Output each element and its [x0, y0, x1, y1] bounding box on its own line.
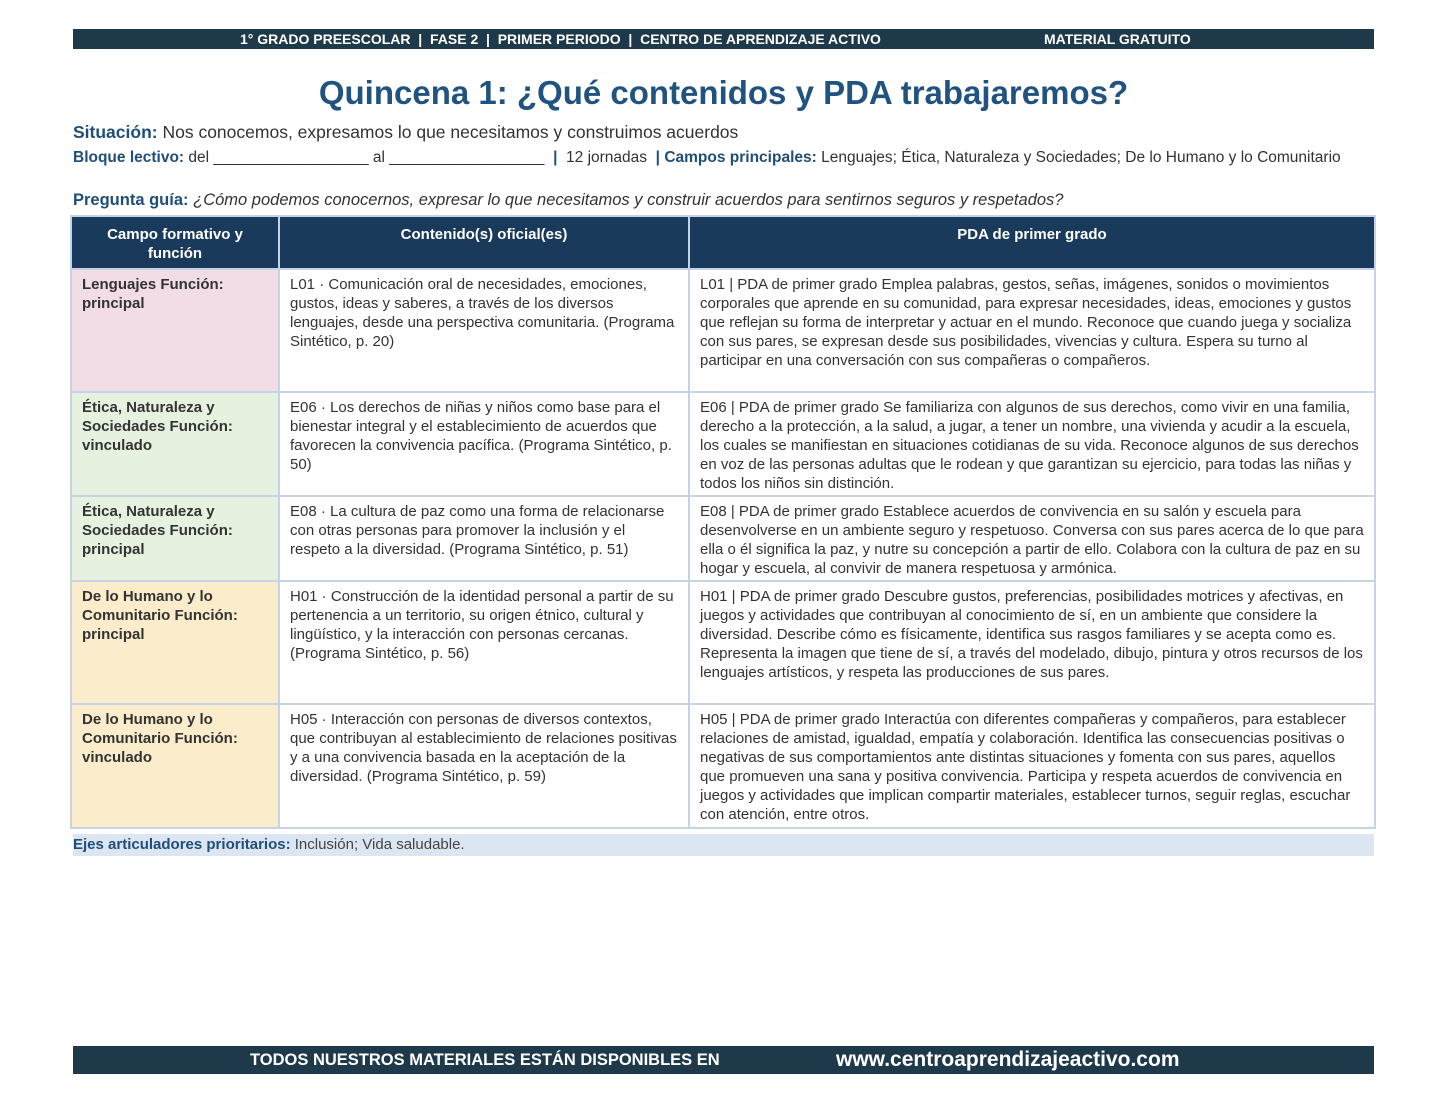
campo-cell: Ética, Naturaleza y Sociedades Función: principal	[71, 496, 279, 581]
campos-text: Lenguajes; Ética, Naturaleza y Sociedades; De lo Humano y lo Comunitario	[821, 149, 1341, 166]
page-title: Quincena 1: ¿Qué contenidos y PDA trabajaremos?	[318, 74, 1129, 111]
pda-cell: E08 | PDA de primer grado Establece acuerdos de convivencia en su salón y escuela para desenvolverse en un ambiente seguro y respetuoso. Conversa con sus pares acerca de lo que para ella o él significa la paz, y nutre su concepción a partir de ello. Colabora con la cultura de paz en su hogar y escuela, al convivir de manera respetuosa y armónica.	[689, 496, 1375, 581]
pregunta-line	[73, 191, 1374, 210]
table-row	[71, 704, 1375, 828]
bloque-dates: del __________________ al __________________	[188, 149, 545, 166]
contenido-cell: E06 · Los derechos de niñas y niños como base para el bienestar integral y el establecimiento de acuerdos que favorecen la convivencia pacífica. (Programa Sintético, p. 50)	[279, 392, 689, 496]
header-contenido: Contenido(s) oficial(es)	[279, 216, 689, 269]
table-row	[71, 581, 1375, 704]
campo-cell: Lenguajes Función: principal	[71, 269, 279, 392]
pda-cell: L01 | PDA de primer grado Emplea palabras, gestos, señas, imágenes, sonidos o movimientos corporales que aprende en su comunidad, para expresar necesidades, ideas, emociones y gustos que reflejan su forma de interpretar y actuar en el mundo. Reconoce que cuando juega y socializa con sus pares, se expresan desde sus posibilidades, vivencias y cultura. Espera su turno al participar en una conversación con sus compañeras o compañeros.	[689, 269, 1375, 392]
footer-bar	[73, 1046, 1374, 1074]
table-row	[71, 496, 1375, 581]
header-pda: PDA de primer grado	[689, 216, 1375, 269]
footer-left-text: TODOS NUESTROS MATERIALES ESTÁN DISPONIBLES EN	[250, 1051, 720, 1069]
ejes-text: Inclusión; Vida saludable.	[294, 836, 465, 853]
table-row	[71, 269, 1375, 392]
campo-cell: De lo Humano y lo Comunitario Función: vinculado	[71, 704, 279, 828]
footer-url-link[interactable]: www.centroaprendizajeactivo.com	[836, 1048, 1180, 1071]
table-header-row	[71, 216, 1375, 269]
pda-cell: H01 | PDA de primer grado Descubre gustos, preferencias, posibilidades motrices y afectivas, en juegos y actividades que contribuyan al conocimiento de sí, en un ambiente que considere la diversidad. Describe cómo es físicamente, identifica sus rasgos familiares y se acepta como es. Representa la imagen que tiene de sí, a través del modelado, dibujo, pintura y otros recursos de los lenguajes artísticos, y respeta las producciones de sus pares.	[689, 581, 1375, 704]
header-bar	[73, 29, 1374, 49]
situacion-line	[73, 122, 1374, 143]
pregunta-text: ¿Cómo podemos conocernos, expresar lo que necesitamos y construir acuerdos para sentirnos seguros y respetados?	[193, 191, 1064, 209]
ejes-label: Ejes articuladores prioritarios:	[73, 836, 291, 853]
campo-cell: De lo Humano y lo Comunitario Función: principal	[71, 581, 279, 704]
contenido-cell: E08 · La cultura de paz como una forma de relacionarse con otras personas para promover la inclusión y el respeto a la diversidad. (Programa Sintético, p. 51)	[279, 496, 689, 581]
bloque-line	[73, 148, 1374, 168]
bloque-jornadas: 12 jornadas	[566, 149, 648, 166]
header-left-text: 1° GRADO PREESCOLAR | FASE 2 | PRIMER PERIODO | CENTRO DE APRENDIZAJE ACTIVO	[240, 31, 881, 47]
bloque-separator-1: |	[553, 149, 558, 166]
pregunta-label: Pregunta guía:	[73, 191, 189, 209]
header-campo: Campo formativo y función	[71, 216, 279, 269]
ejes-band	[73, 834, 1374, 856]
table-row	[71, 392, 1375, 496]
bloque-separator-2: |	[655, 149, 661, 166]
situacion-text: Nos conocemos, expresamos lo que necesitamos y construimos acuerdos	[162, 122, 739, 142]
contenido-cell: H05 · Interacción con personas de diversos contextos, que contribuyan al establecimiento de relaciones positivas y a una convivencia basada en la aceptación de la diversidad. (Programa Sintético, p. 59)	[279, 704, 689, 828]
situacion-label: Situación:	[73, 122, 158, 142]
campos-label: Campos principales:	[664, 149, 817, 166]
pda-cell: H05 | PDA de primer grado Interactúa con diferentes compañeras y compañeros, para establecer relaciones de amistad, igualdad, empatía y colaboración. Identifica las consecuencias positivas o negativas de sus comportamientos ante distintas situaciones y fomenta con sus pares, aquellos que promueven una sana y positiva convivencia. Participa y respeta acuerdos de convivencia en juegos y actividades que implican compartir materiales, establecer turnos, seguir reglas, escuchar con atención, entre otros.	[689, 704, 1375, 828]
pda-cell: E06 | PDA de primer grado Se familiariza con algunos de sus derechos, como vivir en una familia, derecho a la protección, a la salud, a jugar, a tener un nombre, una vivienda y acudir a la escuela, los cuales se manifiestan en situaciones cotidianas de su vida. Reconoce algunos de sus derechos en voz de las personas adultas que le rodean y que garantizan su ejercicio, para todas las niñas y todos los niños sin distinción.	[689, 392, 1375, 496]
bloque-label: Bloque lectivo:	[73, 149, 185, 166]
contenido-cell: L01 · Comunicación oral de necesidades, emociones, gustos, ideas y saberes, a través de los diversos lenguajes, desde una perspectiva comunitaria. (Programa Sintético, p. 20)	[279, 269, 689, 392]
contenido-cell: H01 · Construcción de la identidad personal a partir de su pertenencia a un territorio, su origen étnico, cultural y lingüístico, y la interacción con personas cercanas. (Programa Sintético, p. 56)	[279, 581, 689, 704]
contents-table	[70, 215, 1376, 829]
header-right-text: MATERIAL GRATUITO	[1044, 31, 1191, 47]
campo-cell: Ética, Naturaleza y Sociedades Función: vinculado	[71, 392, 279, 496]
